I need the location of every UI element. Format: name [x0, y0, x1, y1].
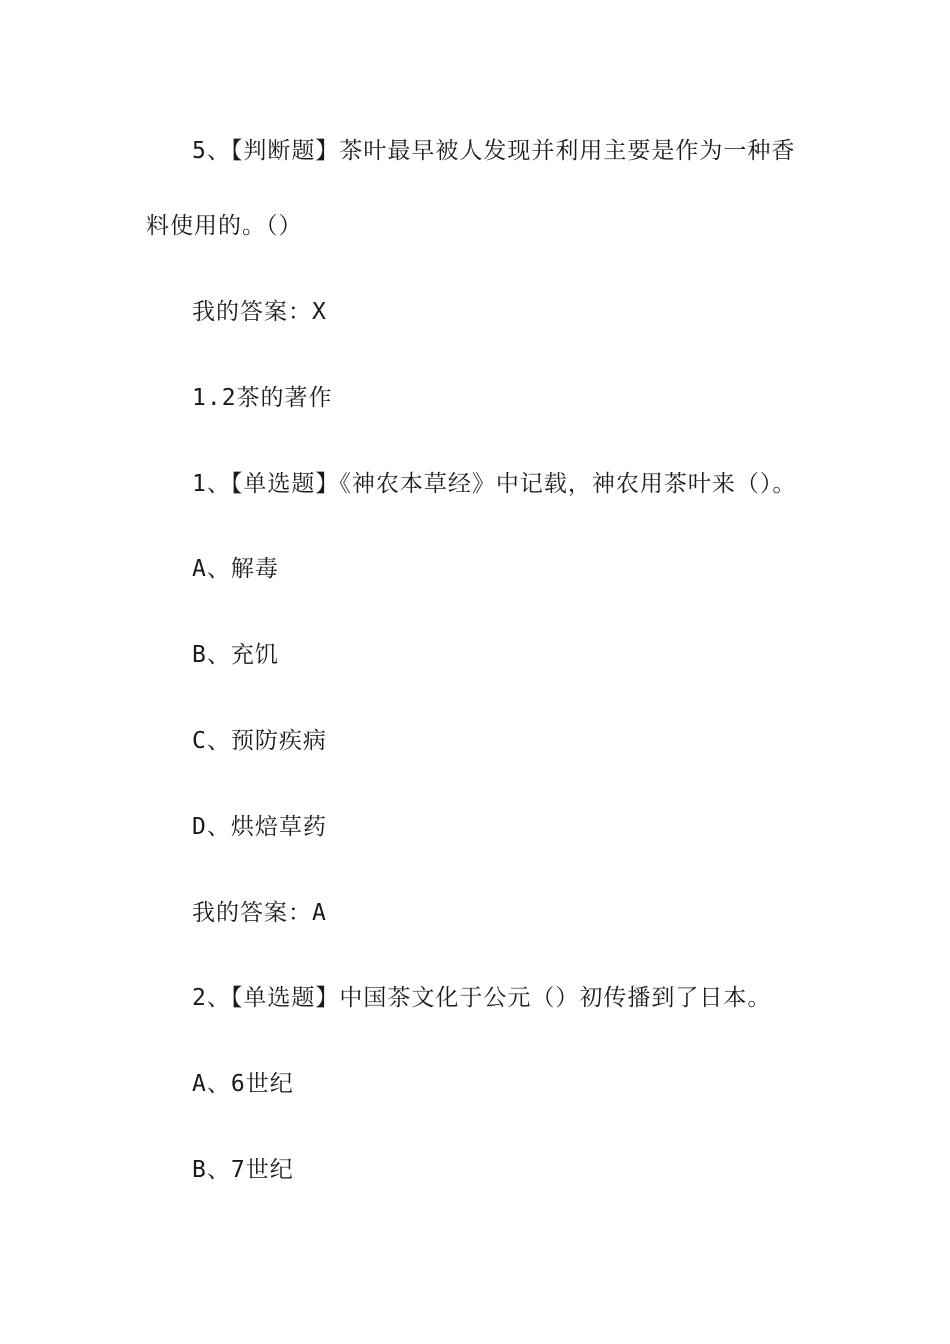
answer-q1: 我的答案：A	[192, 900, 327, 926]
q1-option-d: D、烘焙草药	[192, 814, 327, 840]
question-5-text: 5、【判断题】茶叶最早被人发现并利用主要是作为一种香	[192, 138, 796, 164]
answer-q5: 我的答案：X	[192, 299, 327, 325]
q1-option-c: C、预防疾病	[192, 728, 327, 754]
question-2-text: 2、【单选题】中国茶文化于公元（）初传播到了日本。	[192, 985, 772, 1011]
q1-option-b: B、充饥	[192, 642, 279, 668]
question-5-text-continued: 料使用的。（）	[146, 213, 303, 239]
q1-option-a: A、解毒	[192, 556, 279, 582]
question-1-text: 1、【单选题】《神农本草经》中记载，神农用茶叶来（）。	[192, 471, 797, 497]
q2-option-a: A、6世纪	[192, 1071, 294, 1097]
q2-option-b: B、7世纪	[192, 1157, 294, 1183]
section-heading: 1.2茶的著作	[192, 385, 333, 411]
